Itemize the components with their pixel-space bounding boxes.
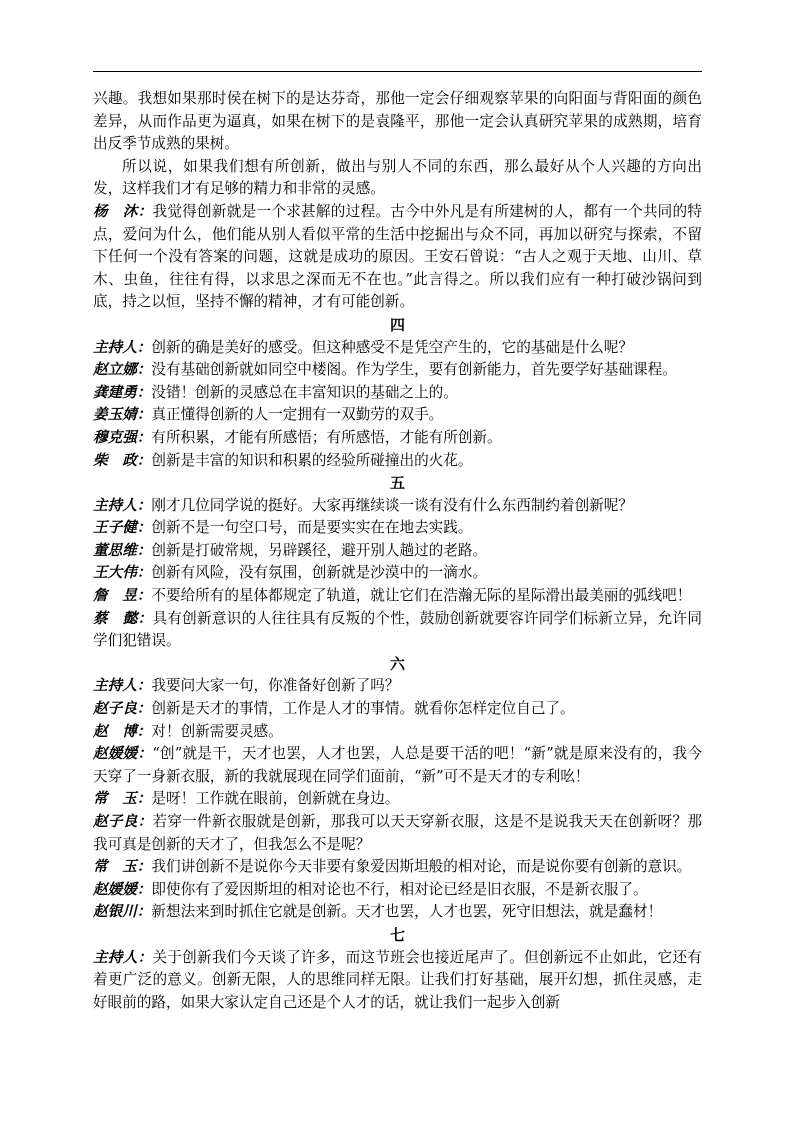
speaker-text: 若穿一件新衣服就是创新，那我可以天天穿新衣服，这是不是说我天天在创新呀？那我可真是创新的天才了，但我怎么不是呢？: [93, 813, 702, 853]
dialogue-line: [93, 901, 702, 924]
speaker-name: 主持人：: [93, 677, 152, 695]
speaker-text: 新想法来到时抓住它就是创新。天才也罢，人才也罢，死守旧想法，就是蠢材！: [151, 903, 663, 921]
speaker-name: 杨 沐：: [93, 202, 153, 220]
dialogue-line: [93, 427, 702, 450]
dialogue-line: [93, 721, 702, 744]
section-title-7: 七: [389, 925, 405, 944]
dialogue-line: [93, 382, 702, 405]
dialogue-line: [93, 495, 702, 518]
speaker-text: “创”就是干，天才也罢，人才也罢，人总是要干活的吧！“新”就是原来没有的，我今天穿了一身新衣服，新的我就展现在同学们面前，“新”可不是天才的专利吆！: [93, 745, 702, 785]
speaker-name: 赵立娜：: [93, 361, 152, 379]
dialogue-line: [93, 337, 702, 360]
dialogue-line: [93, 879, 702, 902]
speaker-name: 常 玉：: [93, 790, 152, 808]
speaker-name: 主持人：: [93, 496, 152, 514]
dialogue-line: [93, 811, 702, 856]
dialogue-block-5: [93, 495, 702, 653]
dialogue-block-3: [93, 201, 702, 314]
section-title-6: 六: [389, 654, 405, 673]
dialogue-block-6: [93, 675, 702, 924]
speaker-name: 主持人：: [93, 338, 152, 356]
dialogue-line: [93, 359, 702, 382]
document-body: [93, 88, 702, 1014]
speaker-text: 没错！创新的灵感总在丰富知识的基础之上的。: [151, 383, 458, 401]
dialogue-line: [93, 201, 702, 314]
speaker-name: 王大伟：: [93, 564, 152, 582]
speaker-text: 创新是天才的事情，工作是人才的事情。就看你怎样定位自己了。: [151, 700, 575, 718]
dialogue-line: [93, 947, 702, 1015]
dialogue-block-4: [93, 337, 702, 473]
speaker-name: 王子健：: [93, 519, 152, 537]
speaker-name: 主持人：: [93, 948, 153, 966]
dialogue-line: [93, 450, 702, 473]
paragraph-conclusion: 所以说，如果我们想有所创新，做出与别人不同的东西，那么最好从个人兴趣的方向出发，这样我们才有足够的精力和非常的灵感。: [93, 157, 702, 198]
speaker-text: 创新不是一句空口号，而是要实实在在地去实践。: [151, 519, 473, 537]
speaker-name: 詹 昱：: [93, 587, 152, 605]
speaker-name: 赵银川：: [93, 903, 152, 921]
speaker-name: 常 玉：: [93, 858, 152, 876]
speaker-text: 真正懂得创新的人一定拥有一双勤劳的双手。: [151, 406, 444, 424]
speaker-text: 创新是丰富的知识和积累的经验所碰撞出的火花。: [151, 451, 473, 469]
speaker-text: 对！创新需要灵感。: [151, 722, 283, 740]
speaker-text: 有所积累，才能有所感悟；有所感悟，才能有所创新。: [151, 428, 502, 446]
header-rule: [93, 71, 702, 72]
speaker-text: 即使你有了爱因斯坦的相对论也不行，相对论已经是旧衣服，不是新衣服了。: [151, 880, 648, 898]
section-title-4: 四: [389, 315, 405, 334]
paragraph-interest: 兴趣。我想如果那时侯在树下的是达芬奇，那他一定会仔细观察苹果的向阳面与背阳面的颜色差异，从而作品更为逼真，如果在树下的是袁隆平，那他一定会认真研究苹果的成熟期，培育出反季节成熟的果树。: [93, 90, 702, 153]
dialogue-line: [93, 404, 702, 427]
speaker-name: 董思维：: [93, 541, 152, 559]
speaker-text: 没有基础创新就如同空中楼阁。作为学生，要有创新能力，首先要学好基础课程。: [151, 361, 677, 379]
dialogue-line: [93, 788, 702, 811]
speaker-text: 创新是打破常规，另辟蹊径，避开别人趟过的老路。: [151, 541, 488, 559]
speaker-name: 赵媛媛：: [93, 880, 152, 898]
speaker-name: 蔡 懿：: [93, 609, 153, 627]
dialogue-line: [93, 517, 702, 540]
speaker-text: 创新的确是美好的感受。但这种感受不是凭空产生的，它的基础是什么呢？: [151, 338, 633, 356]
speaker-name: 柴 政：: [93, 451, 152, 469]
speaker-text: 是呀！工作就在眼前，创新就在身边。: [151, 790, 400, 808]
speaker-text: 创新有风险，没有氛围，创新就是沙漠中的一滴水。: [151, 564, 488, 582]
speaker-text: 刚才几位同学说的挺好。大家再继续谈一谈有没有什么东西制约着创新呢？: [151, 496, 633, 514]
dialogue-line: [93, 562, 702, 585]
speaker-name: 穆克强：: [93, 428, 152, 446]
section-title-5: 五: [389, 474, 405, 493]
speaker-name: 赵子良：: [93, 813, 153, 830]
speaker-name: 赵 博：: [93, 722, 152, 740]
speaker-name: 赵子良：: [93, 700, 152, 718]
dialogue-line: [93, 675, 702, 698]
dialogue-line: [93, 585, 702, 608]
dialogue-block-7: [93, 947, 702, 1015]
speaker-name: 姜玉婧：: [93, 406, 152, 424]
speaker-text: 不要给所有的星体都规定了轨道，就让它们在浩瀚无际的星际滑出最美丽的弧线吧！: [151, 587, 692, 605]
dialogue-line: [93, 698, 702, 721]
speaker-name: 龚建勇：: [93, 383, 152, 401]
dialogue-line: [93, 608, 702, 653]
dialogue-line: [93, 743, 702, 788]
speaker-text: 我要问大家一句，你准备好创新了吗？: [151, 677, 400, 695]
dialogue-line: [93, 856, 702, 879]
speaker-text: 关于创新我们今天谈了许多，而这节班会也接近尾声了。但创新远不止如此，它还有着更广泛的意义。创新无限，人的思维同样无限。让我们打好基础，展开幻想，抓住灵感，走好眼前的路，如果大家认定自己还是个人才的话，就让我们一起步入创新: [93, 948, 702, 1011]
speaker-text: 我觉得创新就是一个求甚解的过程。古今中外凡是有所建树的人，都有一个共同的特点，爱问为什么，他们能从别人看似平常的生活中挖掘出与众不同，再加以研究与探索，不留下任何一个没有答案的问题，这就是成功的原因。王安石曾说：“古人之观于天地、山川、草木、虫鱼，往往有得，以求思之深而无不在也。”此言得之。所以我们应有一种打破沙锅问到底，持之以恒，坚持不懈的精神，才有可能创新。: [93, 202, 702, 311]
speaker-text: 我们讲创新不是说你今天非要有象爱因斯坦般的相对论，而是说你要有创新的意识。: [151, 858, 692, 876]
dialogue-line: [93, 540, 702, 563]
speaker-text: 具有创新意识的人往往具有反叛的个性，鼓励创新就要容许同学们标新立异，允许同学们犯错误。: [93, 609, 702, 650]
speaker-name: 赵媛媛：: [93, 745, 153, 763]
